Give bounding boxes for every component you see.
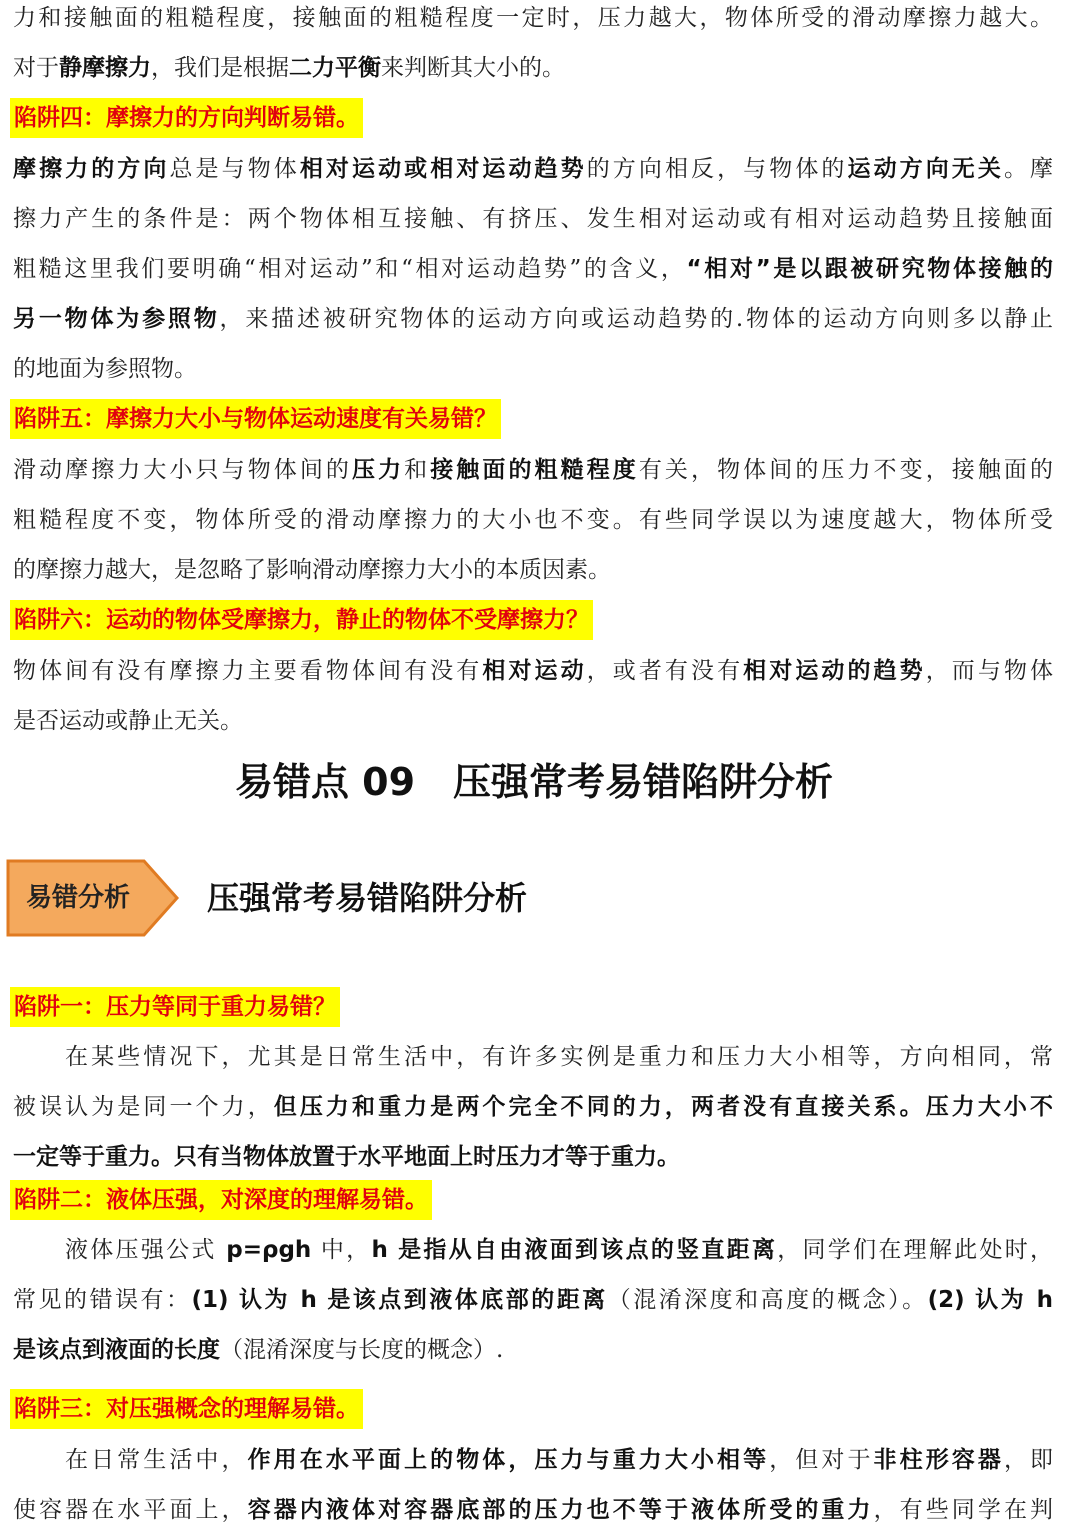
paragraph-line: 是该点到液面的长度（混淆深度与长度的概念）. [13, 1337, 504, 1363]
section-subtitle: 压强常考易错陷阱分析 [207, 879, 528, 917]
analysis-badge [6, 859, 180, 937]
paragraph-line: 常见的错误有：(1) 认为 h 是该点到液体底部的距离（混淆深度和高度的概念）。(2) 认为 h [13, 1287, 1053, 1313]
paragraph-line: 力和接触面的粗糙程度，接触面的粗糙程度一定时，压力越大，物体所受的滑动摩擦力越大。 [13, 5, 1053, 31]
paragraph-line: 液体压强公式 p=ρgh 中，h 是指从自由液面到该点的竖直距离，同学们在理解此处时， [65, 1237, 1053, 1263]
paragraph-line: 擦力产生的条件是：两个物体相互接触、有挤压、发生相对运动或有相对运动趋势且接触面 [13, 206, 1053, 232]
paragraph-line: 摩擦力的方向总是与物体相对运动或相对运动趋势的方向相反，与物体的运动方向无关。摩 [13, 156, 1053, 182]
paragraph-line: 粗糙程度不变，物体所受的滑动摩擦力的大小也不变。有些同学误以为速度越大，物体所受 [13, 507, 1053, 533]
paragraph-line: 是否运动或静止无关。 [13, 708, 243, 734]
paragraph-line: 物体间有没有摩擦力主要看物体间有没有相对运动，或者有没有相对运动的趋势，而与物体 [13, 658, 1053, 684]
paragraph-line: 的地面为参照物。 [13, 356, 197, 382]
pressure-trap-heading-2: 陷阱二：液体压强，对深度的理解易错。 [10, 1180, 432, 1220]
paragraph-line: 一定等于重力。只有当物体放置于水平地面上时压力才等于重力。 [13, 1144, 680, 1170]
paragraph-line: 另一物体为参照物，来描述被研究物体的运动方向或运动趋势的.物体的运动方向则多以静止 [13, 306, 1053, 332]
paragraph-line: 粗糙这里我们要明确“相对运动”和“相对运动趋势”的含义，“相对”是以跟被研究物体接触的 [13, 256, 1053, 282]
section-title: 易错点 09 压强常考易错陷阱分析 [234, 760, 834, 804]
paragraph-line: 使容器在水平面上，容器内液体对容器底部的压力也不等于液体所受的重力，有些同学在判 [13, 1497, 1053, 1523]
trap-heading-5: 陷阱五：摩擦力大小与物体运动速度有关易错？ [10, 399, 501, 439]
badge-label: 易错分析 [26, 883, 131, 913]
paragraph-line: 在某些情况下，尤其是日常生活中，有许多实例是重力和压力大小相等，方向相同，常 [65, 1044, 1053, 1070]
trap-heading-4: 陷阱四：摩擦力的方向判断易错。 [10, 98, 363, 138]
paragraph-line: 被误认为是同一个力，但压力和重力是两个完全不同的力，两者没有直接关系。压力大小不 [13, 1094, 1053, 1120]
paragraph-line: 在日常生活中，作用在水平面上的物体，压力与重力大小相等，但对于非柱形容器，即 [65, 1447, 1053, 1473]
pressure-trap-heading-3: 陷阱三：对压强概念的理解易错。 [10, 1389, 363, 1429]
paragraph-line: 滑动摩擦力大小只与物体间的压力和接触面的粗糙程度有关，物体间的压力不变，接触面的 [13, 457, 1053, 483]
pressure-trap-heading-1: 陷阱一：压力等同于重力易错？ [10, 987, 340, 1027]
paragraph-line: 对于静摩擦力，我们是根据二力平衡来判断其大小的。 [13, 55, 565, 81]
paragraph-line: 的摩擦力越大，是忽略了影响滑动摩擦力大小的本质因素。 [13, 557, 611, 583]
trap-heading-6: 陷阱六：运动的物体受摩擦力，静止的物体不受摩擦力？ [10, 600, 593, 640]
